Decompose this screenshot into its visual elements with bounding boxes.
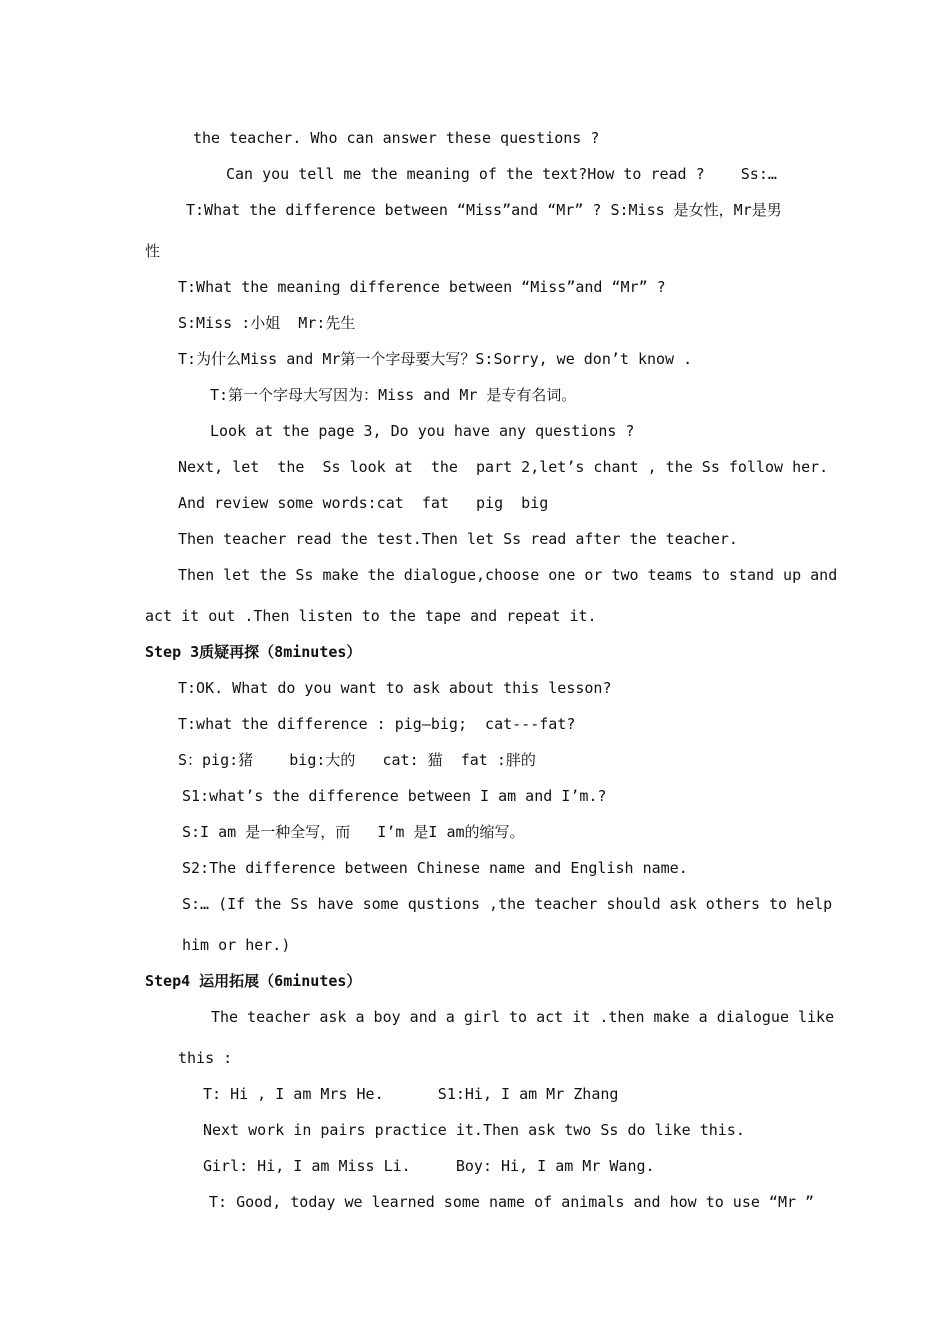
text-line: Then teacher read the test.Then let Ss read after the teacher. (178, 530, 738, 548)
text-line: S:… (If the Ss have some qustions ,the teacher should ask others to help (182, 895, 833, 913)
text-line: Can you tell me the meaning of the text?How to read ? Ss:… (226, 165, 777, 183)
step-heading: Step4 运用拓展（6minutes） (145, 972, 362, 990)
text-line: him or her.) (182, 936, 291, 954)
text-line: 性 (145, 242, 161, 260)
text-line: T:第一个字母大写因为：Miss and Mr 是专有名词。 (210, 386, 577, 404)
text-line: S2:The difference between Chinese name and English name. (182, 859, 688, 877)
text-line: Girl: Hi, I am Miss Li. Boy: Hi, I am Mr Wang. (203, 1157, 655, 1175)
text-line: S1:what’s the difference between I am and I’m.? (182, 787, 607, 805)
text-line: S:I am 是一种全写，而 I’m 是I am的缩写。 (182, 823, 525, 841)
text-line: act it out .Then listen to the tape and repeat it. (145, 607, 597, 625)
text-line: And review some words:cat fat pig big (178, 494, 549, 512)
text-line: the teacher. Who can answer these questions ? (193, 129, 600, 147)
text-line: Next, let the Ss look at the part 2,let’s chant , the Ss follow her. (178, 458, 829, 476)
text-line: T:OK. What do you want to ask about this lesson? (178, 679, 612, 697)
text-line: Then let the Ss make the dialogue,choose one or two teams to stand up and (178, 566, 838, 584)
text-line: Next work in pairs practice it.Then ask two Ss do like this. (203, 1121, 745, 1139)
text-line: this : (178, 1049, 233, 1067)
text-line: S:Miss :小姐 Mr:先生 (178, 314, 356, 332)
text-line: The teacher ask a boy and a girl to act it .then make a dialogue like (211, 1008, 835, 1026)
text-line: T:为什么Miss and Mr第一个字母要大写？S:Sorry, we don’t know . (178, 350, 693, 368)
text-line: T: Hi , I am Mrs He. S1:Hi, I am Mr Zhang (203, 1085, 619, 1103)
text-line: Look at the page 3, Do you have any questions ? (210, 422, 635, 440)
text-line: T:What the difference between “Miss”and “Mr” ? S:Miss 是女性，Mr是男 (186, 201, 782, 219)
step-heading: Step 3质疑再探（8minutes） (145, 643, 362, 661)
text-line: T:what the difference : pig—big; cat---fat? (178, 715, 576, 733)
text-line: T: Good, today we learned some name of animals and how to use “Mr ” (209, 1193, 815, 1211)
text-line: T:What the meaning difference between “Miss”and “Mr” ? (178, 278, 666, 296)
text-line: S：pig:猪 big:大的 cat: 猫 fat :胖的 (178, 751, 536, 769)
